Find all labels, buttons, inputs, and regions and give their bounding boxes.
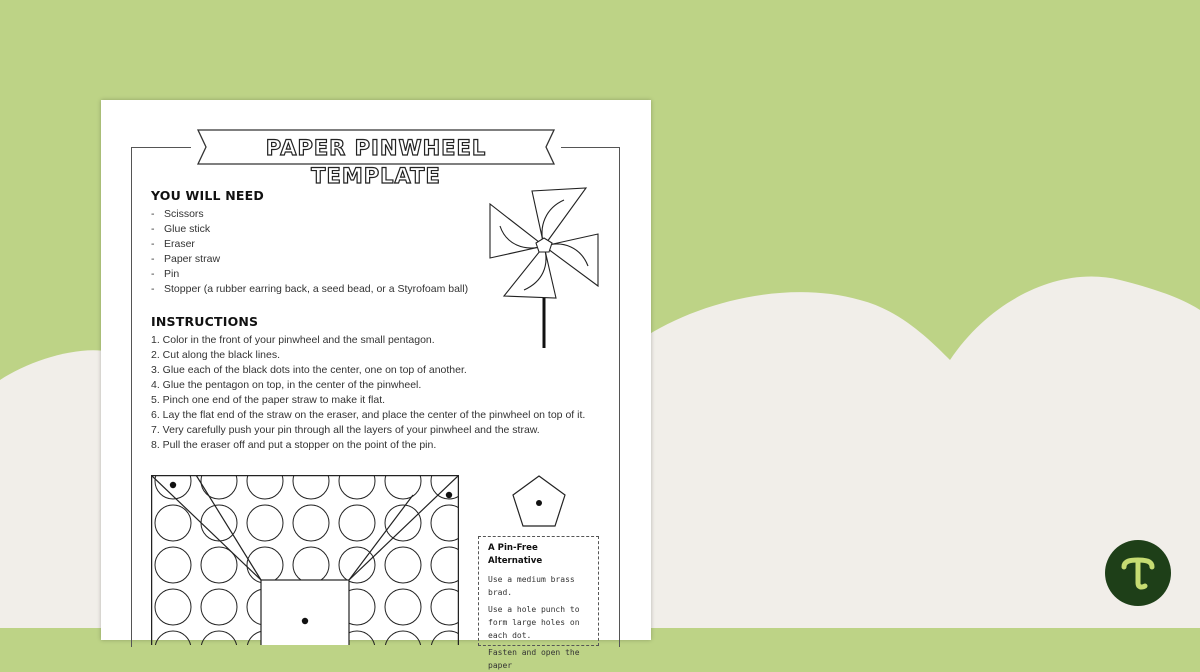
alternative-title: A Pin-Free Alternative	[488, 543, 543, 566]
list-item: 5. Pinch one end of the paper straw to make it flat.	[151, 394, 386, 406]
worksheet-page	[101, 100, 651, 670]
list-item: 2. Cut along the black lines.	[151, 349, 280, 361]
pin-free-alternative-box	[478, 536, 599, 670]
pattern-circle	[385, 547, 421, 583]
list-item: 8. Pull the eraser off and put a stopper on the point of the pin.	[151, 439, 437, 451]
pattern-circle	[431, 505, 467, 541]
supplies-list	[151, 207, 468, 297]
pattern-circle	[155, 463, 191, 499]
alternative-line: Use a hole punch to form large holes on each dot.	[488, 605, 580, 640]
pattern-circle	[385, 463, 421, 499]
list-item: - Eraser	[151, 238, 195, 250]
pattern-circle	[293, 505, 329, 541]
list-item: 6. Lay the flat end of the straw on the eraser, and place the center of the pinwheel on top of it.	[151, 409, 586, 421]
pattern-circle	[247, 463, 283, 499]
teach-starter-logo[interactable]	[1105, 540, 1171, 606]
frame-border-top-right	[561, 147, 620, 148]
list-item: 7. Very carefully push your pin through all the layers of your pinwheel and the straw.	[151, 424, 540, 436]
list-item: - Paper straw	[151, 253, 221, 265]
pattern-circle	[293, 463, 329, 499]
pinwheel-cutout-template	[151, 475, 459, 645]
pattern-circle	[339, 505, 375, 541]
pattern-circle	[385, 589, 421, 625]
pattern-circle	[431, 547, 467, 583]
pattern-circle	[339, 463, 375, 499]
teach-starter-t-icon	[1118, 553, 1158, 593]
pattern-circle	[385, 631, 421, 667]
frame-border-right	[619, 147, 620, 647]
list-item: - Stopper (a rubber earring back, a seed bead, or a Styrofoam ball)	[151, 283, 469, 295]
pattern-circle	[201, 631, 237, 667]
pattern-circle	[155, 589, 191, 625]
pattern-circle	[155, 547, 191, 583]
pattern-circle	[247, 505, 283, 541]
list-item: - Pin	[151, 268, 180, 280]
you-will-need-heading: YOU WILL NEED	[151, 188, 264, 203]
pinwheel-illustration	[486, 186, 606, 351]
page-title: PAPER PINWHEEL TEMPLATE	[265, 136, 487, 188]
pattern-circle	[293, 547, 329, 583]
instructions-list	[151, 333, 585, 453]
pentagon-cutout	[509, 473, 569, 529]
pattern-circle	[155, 631, 191, 667]
frame-border-top-left	[131, 147, 191, 148]
pattern-circle	[477, 463, 513, 499]
instructions-heading: INSTRUCTIONS	[151, 314, 259, 329]
pattern-circle	[431, 589, 467, 625]
pattern-circle	[201, 505, 237, 541]
list-item: - Scissors	[151, 208, 204, 220]
list-item: 3. Glue each of the black dots into the center, one on top of another.	[151, 364, 467, 376]
list-item: 1. Color in the front of your pinwheel and the small pentagon.	[151, 334, 435, 346]
list-item: - Glue stick	[151, 223, 211, 235]
alternative-line: Use a medium brass brad.	[488, 575, 575, 597]
pattern-circle	[385, 505, 421, 541]
frame-border-left	[131, 147, 132, 647]
pattern-circle	[201, 589, 237, 625]
pattern-circle	[431, 631, 467, 667]
list-item: 4. Glue the pentagon on top, in the center of the pinwheel.	[151, 379, 422, 391]
pattern-circle	[155, 505, 191, 541]
alternative-line: Fasten and open the paper	[488, 648, 580, 670]
pattern-circle	[201, 463, 237, 499]
